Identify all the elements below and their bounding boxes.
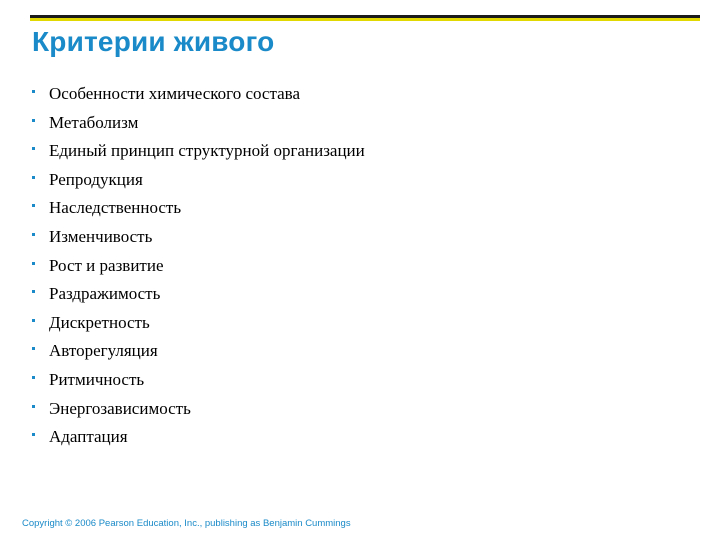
list-item-label: Авторегуляция (49, 341, 158, 361)
bullet-icon (32, 319, 35, 322)
bullet-icon (32, 204, 35, 207)
list-item (30, 282, 365, 311)
list-item (30, 111, 365, 140)
bullet-icon (32, 176, 35, 179)
list-item-label: Единый принцип структурной организации (49, 141, 365, 161)
bullet-icon (32, 147, 35, 150)
bullet-icon (32, 290, 35, 293)
list-item (30, 82, 365, 111)
list-item (30, 311, 365, 340)
list-item-label: Ритмичность (49, 369, 145, 389)
list-item (30, 254, 365, 283)
list-item-label: Дискретность (49, 312, 150, 332)
list-item-label: Репродукция (49, 169, 143, 189)
list-item (30, 196, 365, 225)
bullet-icon (32, 433, 35, 436)
bullet-icon (32, 376, 35, 379)
list-item-label: Наследственность (49, 198, 182, 218)
bullet-icon (32, 347, 35, 350)
list-item (30, 225, 365, 254)
list-item-label: Рост и развитие (49, 255, 164, 275)
bullet-icon (32, 90, 35, 93)
list-item (30, 425, 365, 454)
list-item (30, 139, 365, 168)
bullet-icon (32, 405, 35, 408)
copyright-footer: Copyright © 2006 Pearson Education, Inc., publishing as Benjamin Cummings (22, 518, 351, 529)
list-item (30, 397, 365, 426)
list-item-label: Адаптация (49, 427, 128, 447)
bullet-icon (32, 119, 35, 122)
list-item (30, 368, 365, 397)
bullet-icon (32, 262, 35, 265)
list-item (30, 339, 365, 368)
header-rule-accent (30, 18, 700, 21)
list-item (30, 168, 365, 197)
bullet-list (30, 82, 365, 454)
list-item-label: Раздражимость (49, 284, 161, 304)
list-item-label: Метаболизм (49, 112, 139, 132)
bullet-icon (32, 233, 35, 236)
list-item-label: Энергозависимость (49, 398, 191, 418)
list-item-label: Изменчивость (49, 226, 153, 246)
slide-title: Критерии живого (32, 26, 275, 57)
list-item-label: Особенности химического состава (49, 84, 300, 103)
